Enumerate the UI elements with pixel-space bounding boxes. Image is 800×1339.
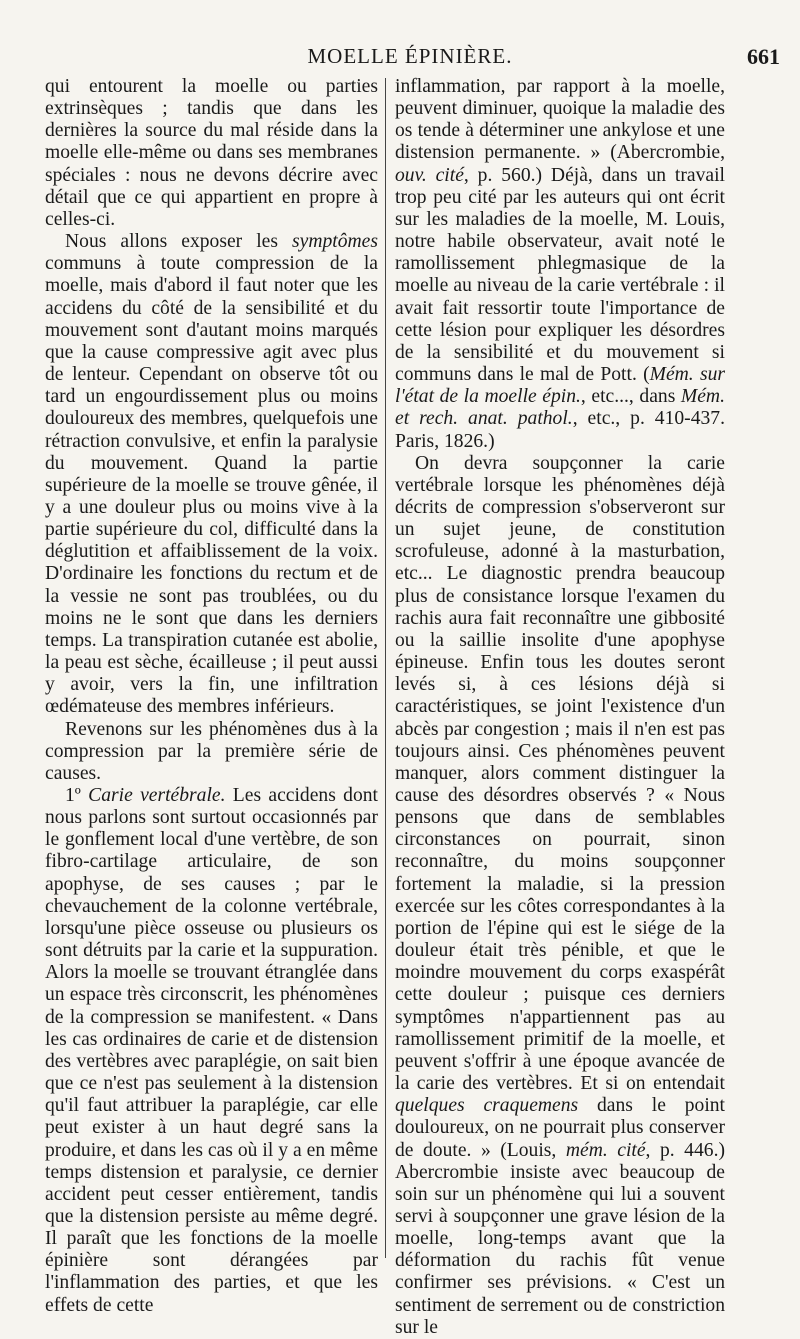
emphasis: ouv. cité [395,164,464,186]
emphasis: mém. cité [565,1139,646,1161]
page-number: 661 [747,44,780,69]
column-divider [385,78,386,1258]
emphasis: Mém. sur l'état de la moelle épin. [395,364,725,408]
emphasis: symptômes [292,231,378,253]
right-column [395,76,725,1339]
paragraph: Revenons sur les phénomènes dus à la compression par la première série de causes. [45,718,378,784]
section-heading: Carie vertébrale. [88,785,226,806]
paragraph: 1º Carie vertébrale. Les accidens dont nous parlons sont surtout occasionnés par le gonflement local d'une vertèbre, de son fibro-cartilage articulaire, de son apophyse, de ses causes ; par le chevauchement de la colonne vertébrale, lorsqu'une pièce osseuse ou plusieurs os sont détruits par la carie et la suppuration. Alors la moelle se trouvant étranglée dans un espace très circonscrit, les phénomènes de la compression se manifestent. « Dans les cas ordinaires de carie et de distension des vertèbres avec paraplégie, on sait bien que ce n'est pas seulement à la distension qu'il faut attribuer la paraplégie, car elle peut exister à un haut degré sans la produire, et dans les cas où il y a en même temps distension et paralysie, ce dernier accident peut cesser entièrement, tandis que la distension persiste au même degré. Il paraît que les fonctions de la moelle épinière sont dérangées par l'inflammation des parties, et que les effets de cette [45,785,378,1316]
left-column [45,76,378,1317]
paragraph: Nous allons exposer les symptômes communs à toute compression de la moelle, mais d'abord il faut noter que les accidens du côté de la sensibilité et du mouvement sont d'autant moins marqués que la cause compressive agit avec plus de lenteur. Cependant on observe tôt ou tard un engourdissement plus ou moins douloureux des membres, quelquefois une rétraction convulsive, et enfin la paralysie du mouvement. Quand la partie supérieure de la moelle se trouve gênée, il y a une douleur plus ou moins vive à la partie supérieure du col, difficulté dans la déglutition et affaiblissement de la voix. D'ordinaire les fonctions du rectum et de la vessie ne sont pas troublées, ou du moins ne le sont que dans les derniers temps. La transpiration cutanée est abolie, la peau est sèche, écailleuse ; il peut aussi y avoir, vers la fin, une infiltration œdémateuse des membres inférieurs. [45,231,378,718]
paragraph: inflammation, par rapport à la moelle, peuvent diminuer, quoique la maladie des os tende à déterminer une ankylose et une distension permanente. » (Abercrombie, ouv. cité, p. 560.) Déjà, dans un travail trop peu cité par les auteurs qui ont écrit sur les maladies de la moelle, M. Louis, notre habile observateur, avait noté le ramollissement phlegmasique de la moelle au niveau de la carie vertébrale : il avait fait ressortir toute l'importance de cette lésion pour expliquer les désordres de la sensibilité et du mouvement si communs dans le mal de Pott. (Mém. sur l'état de la moelle épin., etc..., dans Mém. et rech. anat. pathol., etc., p. 410-437. Paris, 1826.) [395,76,725,452]
paragraph: qui entourent la moelle ou parties extrinsèques ; tandis que dans les dernières la source du mal réside dans la moelle elle-même ou dans ses membranes spéciales : nous ne devons décrire avec détail que ce qui appartient en propre à celles-ci. [45,76,378,230]
page-header [40,44,780,74]
running-title: MOELLE ÉPINIÈRE. [307,44,513,68]
emphasis: Mém. et rech. anat. pathol. [395,386,725,430]
emphasis: quelques craquemens [395,1095,579,1117]
paragraph: On devra soupçonner la carie vertébrale lorsque les phénomènes déjà décrits de compression s'observeront sur un sujet jeune, de constitution scrofuleuse, adonné à la masturbation, etc... Le diagnostic prendra beaucoup plus de consistance lorsque l'examen du rachis aura fait reconnaître une gibbosité ou la saillie insolite d'une apophyse épineuse. Enfin tous les doutes seront levés si, à ces lésions déjà si caractéristiques, se joint l'existence d'un abcès par congestion ; mais il n'en est pas toujours ainsi. Ces phénomènes peuvent manquer, alors comment distinguer la cause des désordres observés ? « Nous pensons que dans de semblables circonstances on pourrait, sinon reconnaître, du moins soupçonner fortement la maladie, si la pression exercée sur les côtes correspondantes à la portion de l'épine qui est le siége de la douleur était très pénible, et que le moindre mouvement du corps exaspérât cette douleur ; puisque ces derniers symptômes n'appartiennent pas au ramollissement primitif de la moelle, et peuvent s'offrir à une époque avancée de la carie des vertèbres. Et si on entendait quelques craquemens dans le point douloureux, on ne pourrait plus conserver de doute. » (Louis, mém. cité, p. 446.) Abercrombie insiste avec beaucoup de soin sur un phénomène qui lui a souvent servi à soupçonner une grave lésion de la moelle, long-temps avant que la déformation du rachis fût venue confirmer ses prévisions. « C'est un sentiment de serrement ou de constriction sur le [395,452,726,1338]
